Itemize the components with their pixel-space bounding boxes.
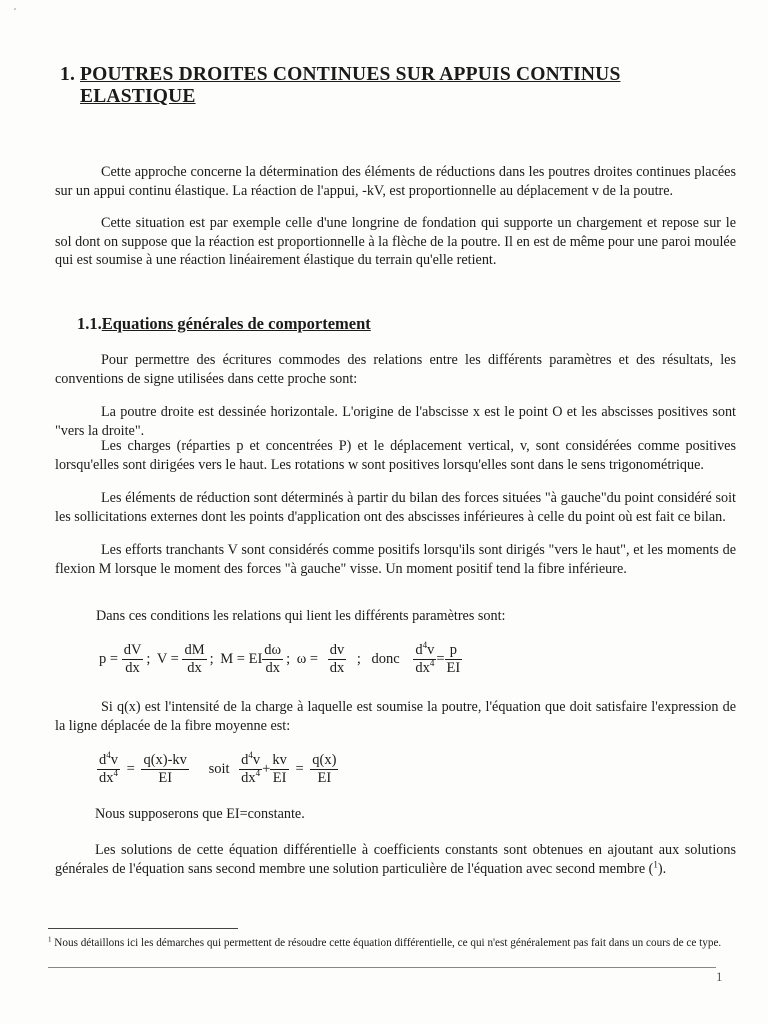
body-paragraph-8 [55, 805, 305, 824]
eq1-frac-d4v-dx4: $\frac{d^4v}{dx^4}$ [415, 640, 435, 676]
eq1-m-lhs: M = EI [220, 650, 263, 667]
body-text-7: Si q(x) est l'intensité de la charge à laquelle est soumise la poutre, l'équation que doit satisfaire l'expression de la ligne déplacée de la fibre moyenne est: [55, 699, 736, 734]
eq2-frac-d4v-dx4-b: $\frac{d^4v}{dx^4}$ [241, 750, 261, 786]
footnote-number: 1 [48, 935, 52, 944]
eq1-omega-lhs: ω = [296, 650, 319, 667]
eq2-frac-qx-kv: $\frac{q(x)-kv}{EI}$ [143, 752, 187, 786]
body-paragraph-6 [55, 607, 506, 626]
body-paragraph-7 [55, 698, 736, 735]
eq1-frac-dv-dx-2: $\frac{dv}{dx}$ [329, 642, 345, 676]
chapter-title-line2: ELASTIQUE [80, 86, 196, 107]
eq1-donc: donc [371, 650, 400, 667]
intro-text-1: Cette approche concerne la détermination des éléments de réductions dans les poutres droites continues placées sur un appui continu élastique. La réaction de l'appui, -kV, est proportionnelle au déplacement v de la poutre. [55, 164, 736, 199]
footnote-text: Nous détaillons ici les démarches qui permettent de résoudre cette équation différentielle, ce qui n'est généralement pas fait dans un cours de ce type. [54, 937, 722, 949]
intro-paragraph-2 [55, 214, 736, 270]
intro-paragraph-1 [55, 163, 736, 200]
eq1-frac-domega-dx: $\frac{d\omega}{dx}$ [264, 642, 282, 676]
body-paragraph-3 [55, 437, 736, 474]
body-text-5: Les efforts tranchants V sont considérés comme positifs lorsqu'ils sont dirigés "vers le haut", et les moments de flexion M lorsque le moment des forces "à gauche" visse. Un moment positif tend la fibre inférieure. [55, 542, 736, 577]
body-text-9: Les solutions de cette équation différentielle à coefficients constants sont obtenues en ajoutant aux solutions générales de l'équation sans second membre une solution particulière de l'équation avec second membre ( [55, 842, 736, 877]
chapter-title-line1: POUTRES DROITES CONTINUES SUR APPUIS CONTINUS [80, 64, 621, 85]
section-number: 1.1. [77, 314, 102, 333]
body-text-4: Les éléments de réduction sont déterminés à partir du bilan des forces situées "à gauche"du point considéré soit les sollicitations externes dont les points d'application ont des abscisses inférieures à celle du point où est fait ce bilan. [55, 490, 736, 525]
body-text-6: Dans ces conditions les relations qui lient les différents paramètres sont: [96, 608, 506, 624]
section-heading [77, 314, 371, 334]
eq2-frac-d4v-dx4: $\frac{d^4v}{dx^4}$ [99, 750, 118, 786]
section-title: Equations générales de comportement [101, 314, 371, 333]
body-text-8: Nous supposerons que EI=constante. [95, 806, 305, 822]
equation-differential: $\frac{d^4v}{dx^4}$ = $\frac{q(x)-kv}{EI}$ soit $\frac{d^4v}{dx^4}$ + $\frac{kv}{EI}$ = $\frac{q(x)}{EI}$ [99, 750, 337, 786]
body-text-3: Les charges (réparties p et concentrées P) et le déplacement vertical, v, sont considérées comme positives lorsqu'elles sont dirigées vers le haut. Les rotations w sont positives lorsqu'elles sont dans le sens trigonométrique. [55, 438, 736, 473]
body-paragraph-2 [55, 403, 736, 440]
eq1-v-lhs: V = [156, 650, 179, 667]
body-paragraph-4 [55, 489, 736, 526]
eq1-frac-dv-dx: $\frac{dV}{dx}$ [123, 642, 142, 676]
scan-speck [14, 8, 16, 10]
eq2-frac-kv-ei: $\frac{kv}{EI}$ [272, 752, 287, 786]
page-number: 1 [716, 969, 723, 984]
eq2-soit: soit [208, 760, 230, 777]
body-paragraph-9: Les solutions de cette équation différentielle à coefficients constants sont obtenues en ajoutant aux solutions générales de l'équation sans second membre une solution particulière de l'équation avec second membre ($^1$). [55, 842, 736, 877]
body-paragraph-5 [55, 541, 736, 578]
page-footer-rule [48, 967, 716, 968]
footnote [48, 935, 728, 951]
footnote-separator [48, 928, 238, 929]
footnote-ref[interactable]: 1 [653, 858, 658, 869]
equation-relations: p = $\frac{dV}{dx}$ ; V = $\frac{dM}{dx}$ ; M = EI $\frac{d\omega}{dx}$ ; ω = $\frac{dv}{dx}$ ; donc $\frac{d^4v}{dx^4}$ = $\frac{p}{EI}$ [99, 640, 461, 676]
eq1-frac-dm-dx: $\frac{dM}{dx}$ [184, 642, 205, 676]
eq1-p-lhs: p = [99, 650, 119, 667]
eq1-frac-p-ei: $\frac{p}{EI}$ [446, 642, 461, 676]
body-paragraph-1 [55, 351, 736, 388]
body-text-1: Pour permettre des écritures commodes des relations entre les différents paramètres et des résultats, les conventions de signe utilisées dans cette proche sont: [55, 352, 736, 387]
eq1-equals: = [436, 650, 445, 667]
body-text-2: La poutre droite est dessinée horizontale. L'origine de l'abscisse x est le point O et les abscisses positives sont "vers la droite". [55, 404, 736, 439]
eq2-plus: + [262, 760, 271, 777]
eq2-frac-qx-ei: $\frac{q(x)}{EI}$ [312, 752, 337, 786]
intro-text-2: Cette situation est par exemple celle d'une longrine de fondation qui supporte un chargement et repose sur le sol dont on suppose que la réaction est proportionnelle à la flèche de la poutre. Il en est de même pour une paroi moulée qui est soumise à une réaction linéairement élastique du terrain qu'elle retient. [55, 215, 736, 268]
chapter-number: 1. [60, 64, 76, 85]
